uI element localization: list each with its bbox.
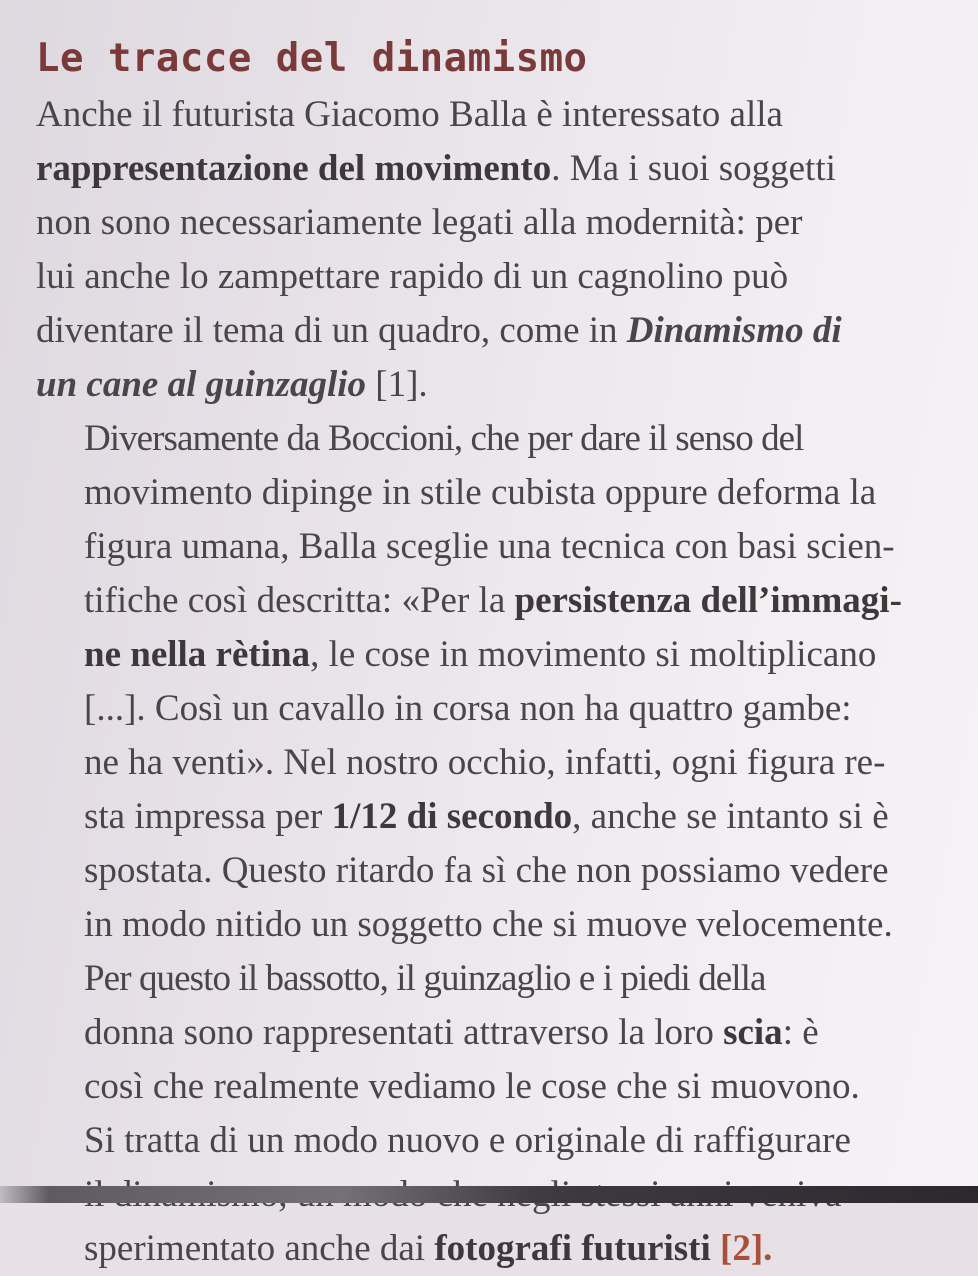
text-line: spostata. Questo ritardo fa sì che non possiamo vedere (84, 850, 889, 891)
text-line (36, 574, 966, 628)
text-fragment: . Ma i suoi soggetti (551, 148, 836, 189)
key-term: ne nella rètina (84, 634, 311, 675)
figure-ref: [1]. (366, 364, 428, 405)
paragraph-3 (36, 952, 966, 1276)
figure-ref: [2]. (710, 1228, 773, 1269)
paragraph-1 (36, 88, 966, 412)
text-line (36, 1006, 966, 1060)
key-term: scia (723, 1012, 783, 1053)
text-line: Per questo il bassotto, il guinzaglio e i piedi della (84, 958, 766, 999)
text-fragment: sperimentato anche dai (84, 1228, 435, 1269)
text-line: [...]. Così un cavallo in corsa non ha quattro gambe: (84, 688, 852, 729)
text-line: figura umana, Balla sceglie una tecnica con basi scien- (84, 526, 895, 567)
text-line (36, 1222, 966, 1276)
text-fragment: tifiche così descritta: «Per la (84, 580, 515, 621)
text-fragment: donna sono rappresentati attraverso la loro (84, 1012, 724, 1053)
text-fragment: diventare il tema di un quadro, come in (36, 310, 627, 351)
text-line (36, 304, 966, 358)
key-term: 1/12 di secondo (331, 796, 573, 837)
artwork-title: Dinamismo di (626, 310, 842, 351)
text-line (36, 358, 966, 412)
text-line (36, 142, 966, 196)
key-term: fotografi futuristi (434, 1228, 711, 1269)
text-line: ne ha venti». Nel nostro occhio, infatti, ogni figura re- (84, 742, 886, 783)
text-line: lui anche lo zampettare rapido di un cagnolino può (36, 256, 789, 297)
text-fragment: sta impressa per (84, 796, 332, 837)
artwork-title: un cane al guinzaglio (36, 364, 367, 405)
text-fragment: : è (782, 1012, 819, 1053)
text-line: movimento dipinge in stile cubista oppure deforma la (84, 472, 877, 513)
paragraph-2 (36, 412, 966, 952)
text-line: così che realmente vediamo le cose che si muovono. (84, 1066, 860, 1107)
text-fragment: , anche se intanto si è (572, 796, 889, 837)
text-line: Si tratta di un modo nuovo e originale di raffigurare (84, 1120, 851, 1161)
text-line (36, 628, 966, 682)
key-term: rappresentazione del movimento (36, 148, 552, 189)
text-line: non sono necessariamente legati alla modernità: per (36, 202, 803, 243)
text-line: in modo nitido un soggetto che si muove velocemente. (84, 904, 893, 945)
body-text (36, 88, 966, 1276)
key-term: persistenza dell’immagi- (514, 580, 902, 621)
section-title: Le tracce del dinamismo (36, 36, 588, 81)
text-fragment: , le cose in movimento si moltiplicano (310, 634, 877, 675)
text-line: Anche il futurista Giacomo Balla è interessato alla (36, 94, 783, 135)
text-line (36, 790, 966, 844)
page-edge-shadow (0, 1186, 978, 1203)
text-line: Diversamente da Boccioni, che per dare il senso del (84, 418, 804, 459)
